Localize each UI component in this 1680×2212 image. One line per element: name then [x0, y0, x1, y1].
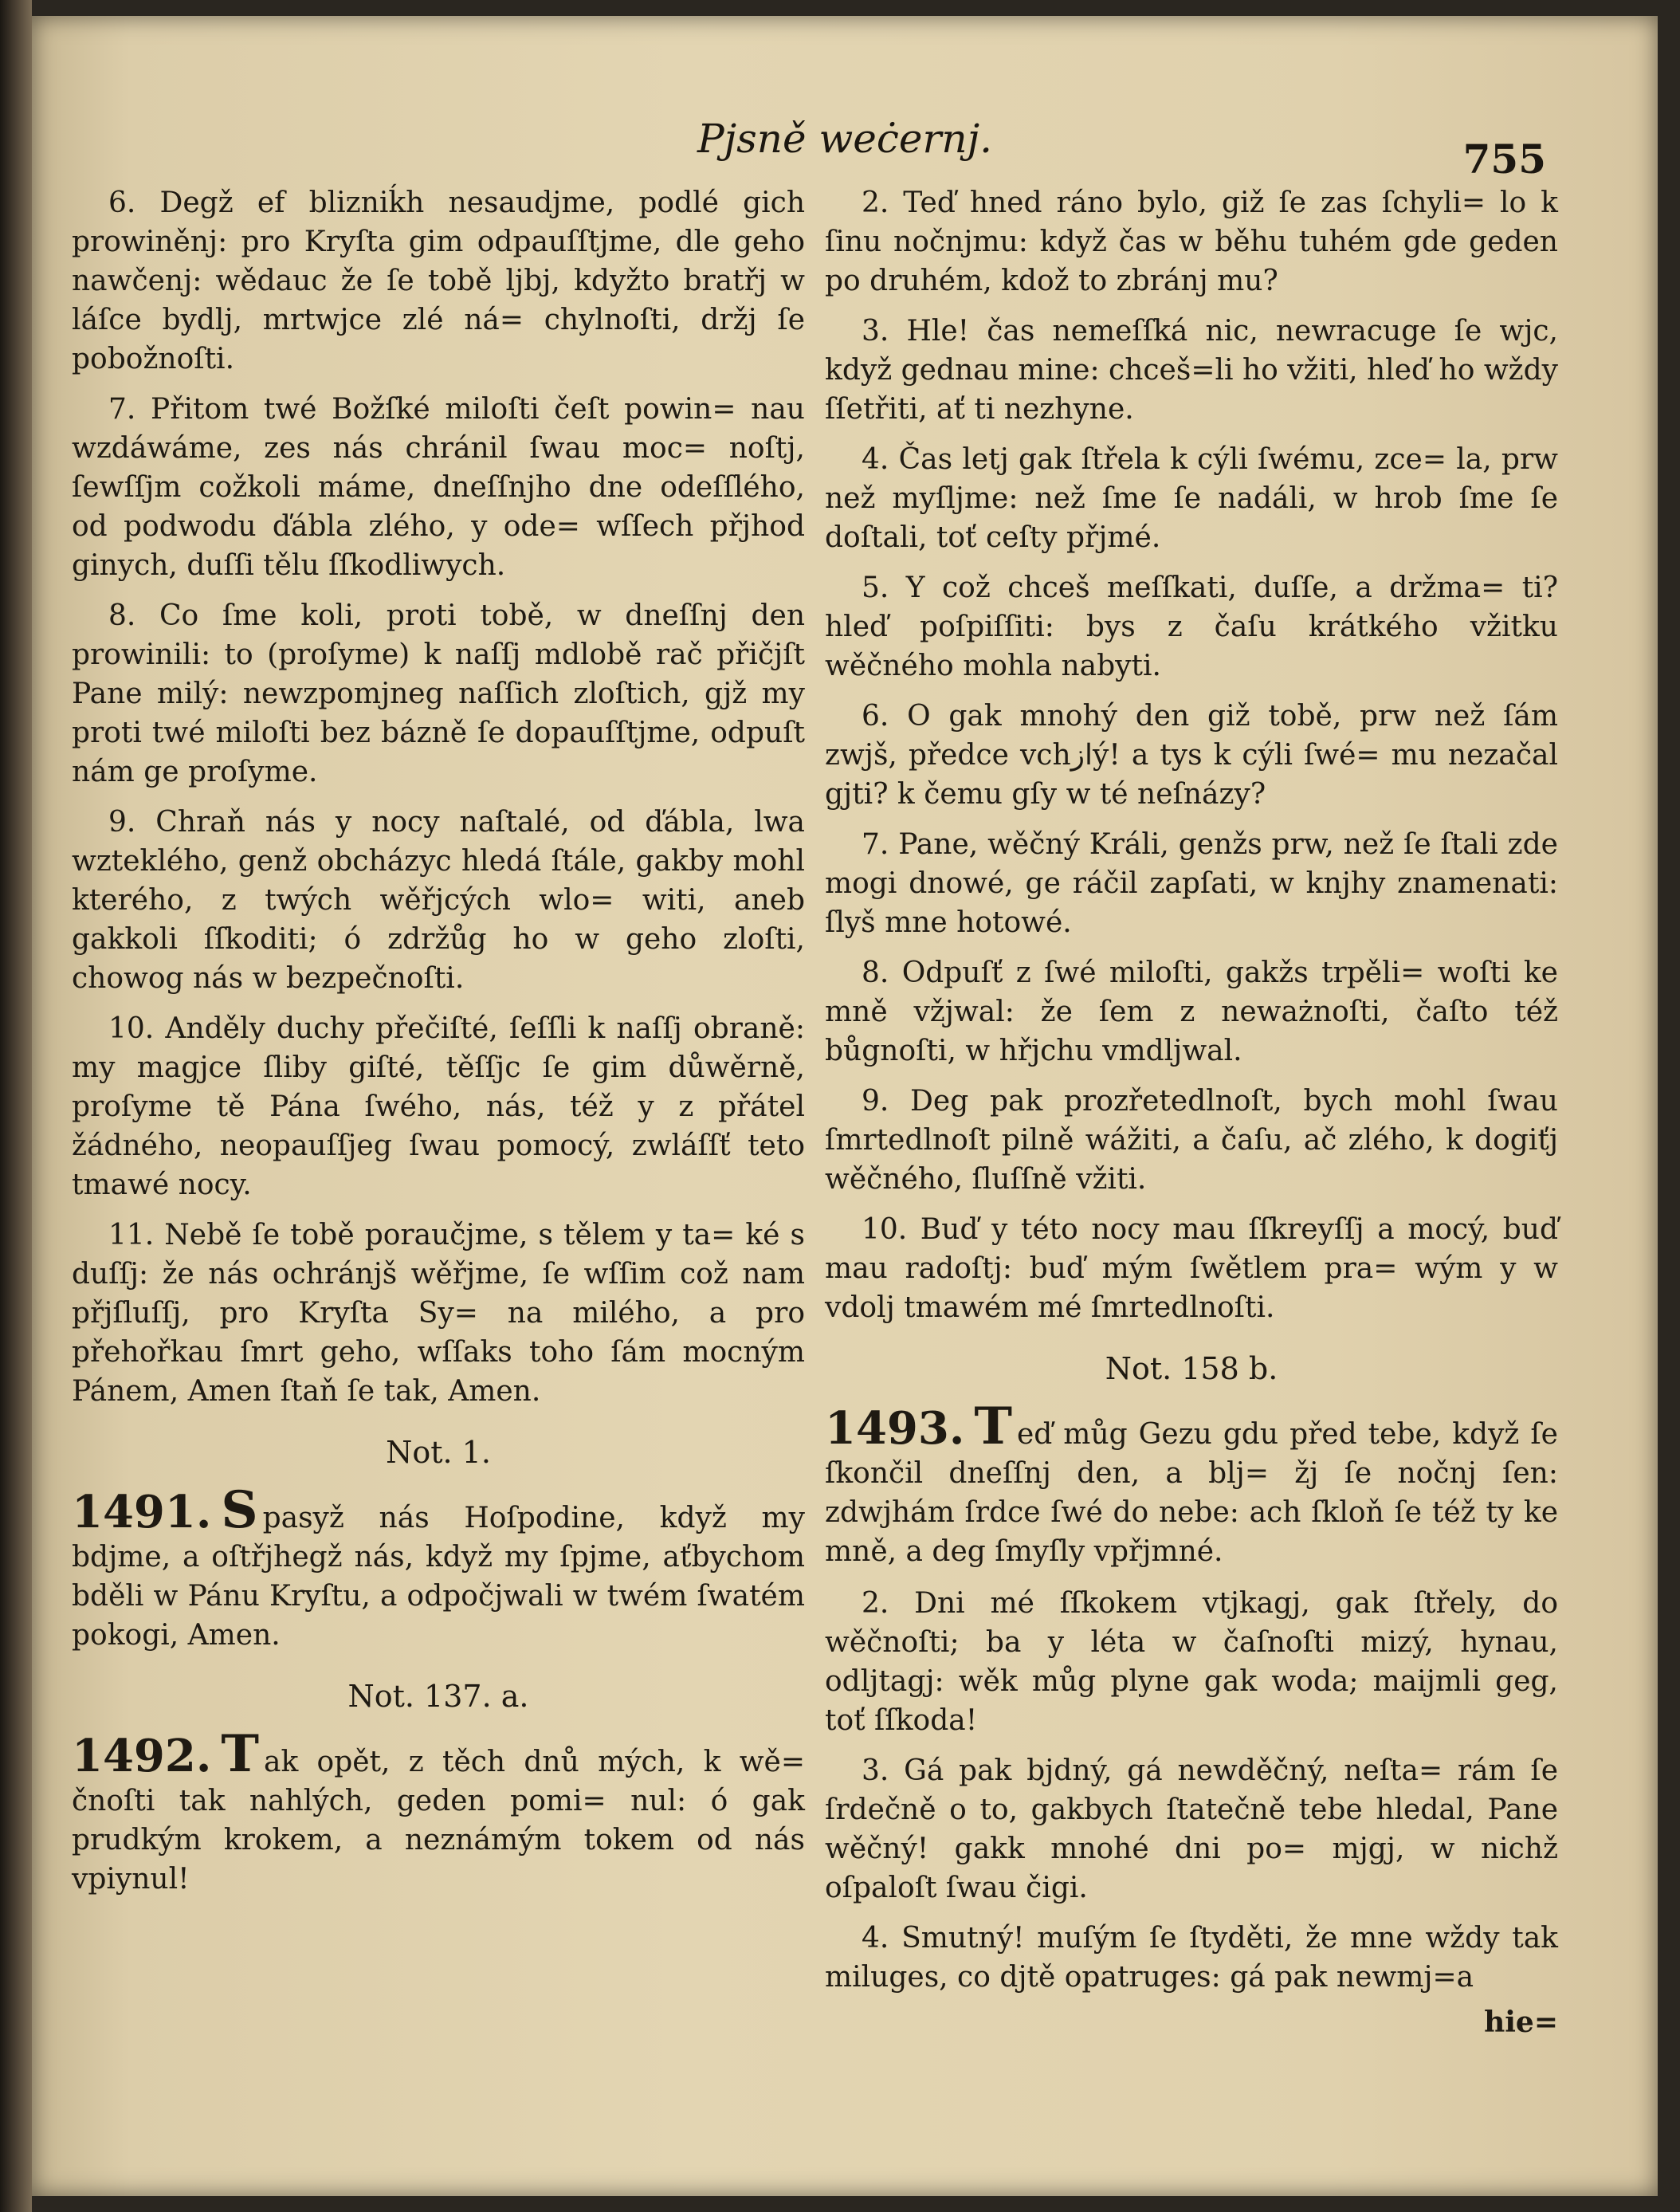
verse-7: 7. Přitom twé Božſké miloſti čeſt powin= nau wzdáwáme, zes nás chránil ſwau moc= noſtj, ſewſſjm cožkoli máme, dneſſnjho dne odeſſlého, od podwodu ďábla zlého, y ode= wſſech přjhod ginych, duſſi tělu ſſkodliwych. [72, 393, 805, 582]
verse-5: 5. Y což chceš meſſkati, duſſe, a držma= ti? hleď poſpiſſiti: bys z čaſu krátkého vžitku wěčného mohla nabyti. [825, 572, 1558, 682]
hymn-1493 [825, 1397, 1558, 1571]
verse-10: 10. Buď y této nocy mau ſſkreyſſj a mocý, buď mau radoſtj: buď mým ſwětlem pra= wým y w vdolj tmawém mé ſmrtedlnoſti. [825, 1213, 1558, 1324]
hymn-1492 [72, 1724, 805, 1899]
running-header: Pjsně weċernj. [697, 116, 992, 162]
verse-9: 9. Deg pak prozřetedlnoſt, bych mohl ſwau ſmrtedlnoſt pilně wážiti, a čaſu, ač zlého, k dogiťj wěčného, ſluſſně vžiti. [825, 1085, 1558, 1196]
book-spine [0, 0, 32, 2212]
verse-3b: 3. Gá pak bjdný, gá newděčný, neſta= rám ſe ſrdečně o to, gakbych ſtatečně tebe hledal, Pane wěčný! gakk mnohé dni po= mjgj, w nichž oſpaloſt ſwau čigi. [825, 1754, 1558, 1904]
right-column [825, 183, 1558, 2042]
section-heading-not-158b: Not. 158 b. [1105, 1351, 1278, 1386]
hymn-text: pasyž nás Hoſpodine, když my bdjme, a oſtřjhegž nás, když my ſpjme, aťbychom bděli w Pánu Kryſtu, a odpočjwali w twém ſwatém pokogi, Amen. [72, 1502, 805, 1652]
page-number: 755 [1462, 136, 1546, 183]
verse-3: 3. Hle! čas nemeſſká nic, newracuge ſe wjc, když gednau mine: chceš=li ho vžiti, hleď ho wždy ſſetřiti, ať ti nezhyne. [825, 315, 1558, 426]
book-page [32, 16, 1658, 2196]
hymn-number: 1491. [72, 1486, 212, 1538]
hymn-1491 [72, 1480, 805, 1655]
drop-cap: S [221, 1480, 258, 1540]
verse-8: 8. Co ſme koli, proti tobě, w dneſſnj den prowinili: to (proſyme) k naſſj mdlobě rač přičjſt Pane milý: newzpomjneg naſſich zloſtich, gjž my proti twé miloſti bez bázně ſe dopauſſtjme, odpuſt nám ge proſyme. [72, 599, 805, 788]
drop-cap: T [221, 1724, 259, 1784]
verse-6: 6. O gak mnohý den giž tobě, prw než ſám zwjš, předce vchازý! a tys k cýli ſwé= mu nezačal gjti? k čemu gſy w té neſnázy? [825, 700, 1558, 811]
verse-7: 7. Pane, wěčný Králi, genžs prw, než ſe ſtali zde mogi dnowé, ge ráčil zapſati, w knjhy znamenati: ſlyš mne hotowé. [825, 828, 1558, 939]
verse-2b: 2. Dni mé ſſkokem vtjkagj, gak ſtřely, do wěčnoſti; ba y léta w čaſnoſti mizý, hynau, odljtagj: wěk můg plyne gak woda; maijmli geg, toť ſſkoda! [825, 1587, 1558, 1737]
verse-4: 4. Čas letj gak ſtřela k cýli ſwému, zce= la, prw než myſljme: než ſme ſe nadáli, w hrob ſme ſe doſtali, toť ceſty přjmé. [825, 443, 1558, 554]
verse-2: 2. Teď hned ráno bylo, giž ſe zas ſchyli= lo k ſinu nočnjmu: když čas w běhu tuhém gde geden po druhém, kdož to zbránj mu? [825, 187, 1558, 297]
hymn-number: 1492. [72, 1730, 212, 1782]
hymn-text: eď můg Gezu gdu před tebe, když ſe ſkončil dneſſnj den, a blj= žj ſe nočnj ſen: zdwjhám ſrdce ſwé do nebe: ach ſkloň ſe též ty ke mně, a deg ſmyſly vpřjmné. [825, 1418, 1558, 1568]
catchword: hie= [1484, 2006, 1558, 2039]
verse-4b: 4. Smutný! muſým ſe ſtyděti, že mne wždy tak miluges, co djtě opatruges: gá pak newmj=a [825, 1922, 1558, 1994]
section-heading-not-137a: Not. 137. a. [347, 1679, 529, 1714]
hymn-text: ak opět, z těch dnů mých, k wě= čnoſti tak nahlých, geden pomi= nul: ó gak prudkým krokem, a neznámým tokem od nás vpiynul! [72, 1746, 805, 1896]
left-column [72, 183, 805, 1911]
verse-8: 8. Odpuſť z ſwé miloſti, gakžs trpěli= woſti ke mně vžjwal: že ſem z neważnoſti, čaſto též bůgnoſti, w hřjchu vmdljwal. [825, 957, 1558, 1067]
hymn-number: 1493. [825, 1402, 965, 1455]
section-heading-not-1: Not. 1. [386, 1435, 491, 1470]
verse-11: 11. Nebě ſe tobě poraučjme, s tělem y ta= ké s duſſj: že nás ochránjš wěřjme, ſe wſſim což nam přjſluſſj, pro Kryſta Sy= na milého, a pro přehořkau ſmrt geho, wſſaks toho ſám mocným Pánem, Amen ſtaň ſe tak, Amen. [72, 1219, 805, 1408]
verse-9: 9. Chraň nás y nocy naſtalé, od ďábla, lwa wzteklého, genž obcházyc hledá ſtále, gakby mohl kterého, z twých wěřjcých wlo= witi, aneb gakkoli ſſkoditi; ó zdržůg ho w geho zloſti, chowog nás w bezpečnoſti. [72, 806, 805, 995]
verse-6: 6. Degž ef blizniḱh nesaudjme, podlé gich prowiněnj: pro Kryſta gim odpauſſtjme, dle geho nawčenj: wědauc že ſe tobě ljbj, kdyžto bratřj w láſce bydlj, mrtwjce zlé ná= chylnoſti, držj ſe pobožnoſti. [72, 187, 805, 375]
verse-10: 10. Anděly duchy přečiſté, ſeſſli k naſſj obraně: my magjce ſliby giſté, těſſjc ſe gim důwěrně, proſyme tě Pána ſwého, nás, též y z přátel žádného, neopauſſjeg ſwau pomocý, zwláſſť teto tmawé nocy. [72, 1012, 805, 1201]
drop-cap: T [974, 1397, 1012, 1456]
